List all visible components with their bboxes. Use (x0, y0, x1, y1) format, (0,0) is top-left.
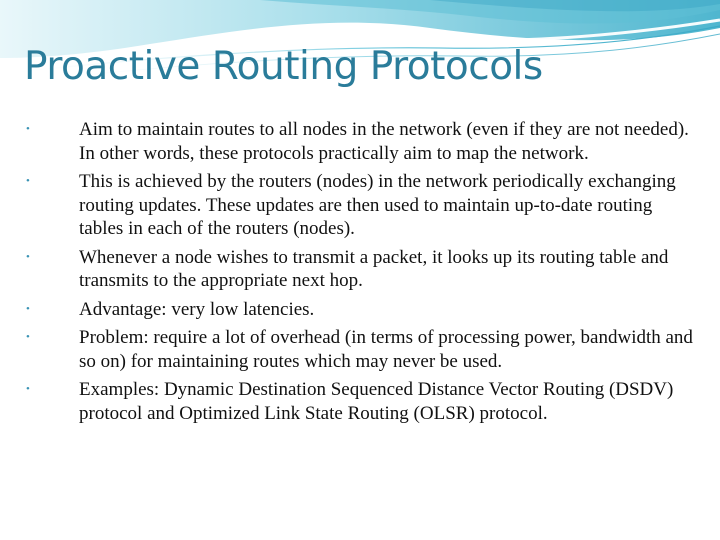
bullet-text: Whenever a node wishes to transmit a packet, it looks up its routing table and transmits to the appropriate next hop. (79, 246, 669, 291)
bullet-item (26, 170, 694, 241)
bullet-item (26, 246, 694, 293)
bullet-list (26, 118, 694, 430)
bullet-icon: • (26, 123, 30, 135)
bullet-text: Examples: Dynamic Destination Sequenced Distance Vector Routing (DSDV) protocol and Optimized Link State Routing (OLSR) protocol. (79, 379, 674, 424)
bullet-text: Problem: require a lot of overhead (in terms of processing power, bandwidth and so on) for maintaining routes which may never be used. (79, 327, 693, 372)
bullet-icon: • (26, 302, 30, 315)
slide-title: Proactive Routing Protocols (24, 44, 543, 89)
bullet-icon: • (26, 250, 30, 263)
bullet-item (26, 378, 694, 425)
bullet-icon: • (26, 175, 30, 187)
bullet-text: Aim to maintain routes to all nodes in the network (even if they are not needed). In other words, these protocols practically aim to map the network. (79, 119, 689, 164)
bullet-item (26, 298, 694, 322)
bullet-item (26, 118, 694, 165)
bullet-item (26, 326, 694, 373)
bullet-text: This is achieved by the routers (nodes) in the network periodically exchanging routing updates. These updates are then used to maintain up-to-date routing tables in each of the routers (nodes). (79, 171, 676, 239)
bullet-icon: • (26, 331, 30, 343)
bullet-icon: • (26, 383, 30, 395)
bullet-text: Advantage: very low latencies. (79, 298, 315, 320)
